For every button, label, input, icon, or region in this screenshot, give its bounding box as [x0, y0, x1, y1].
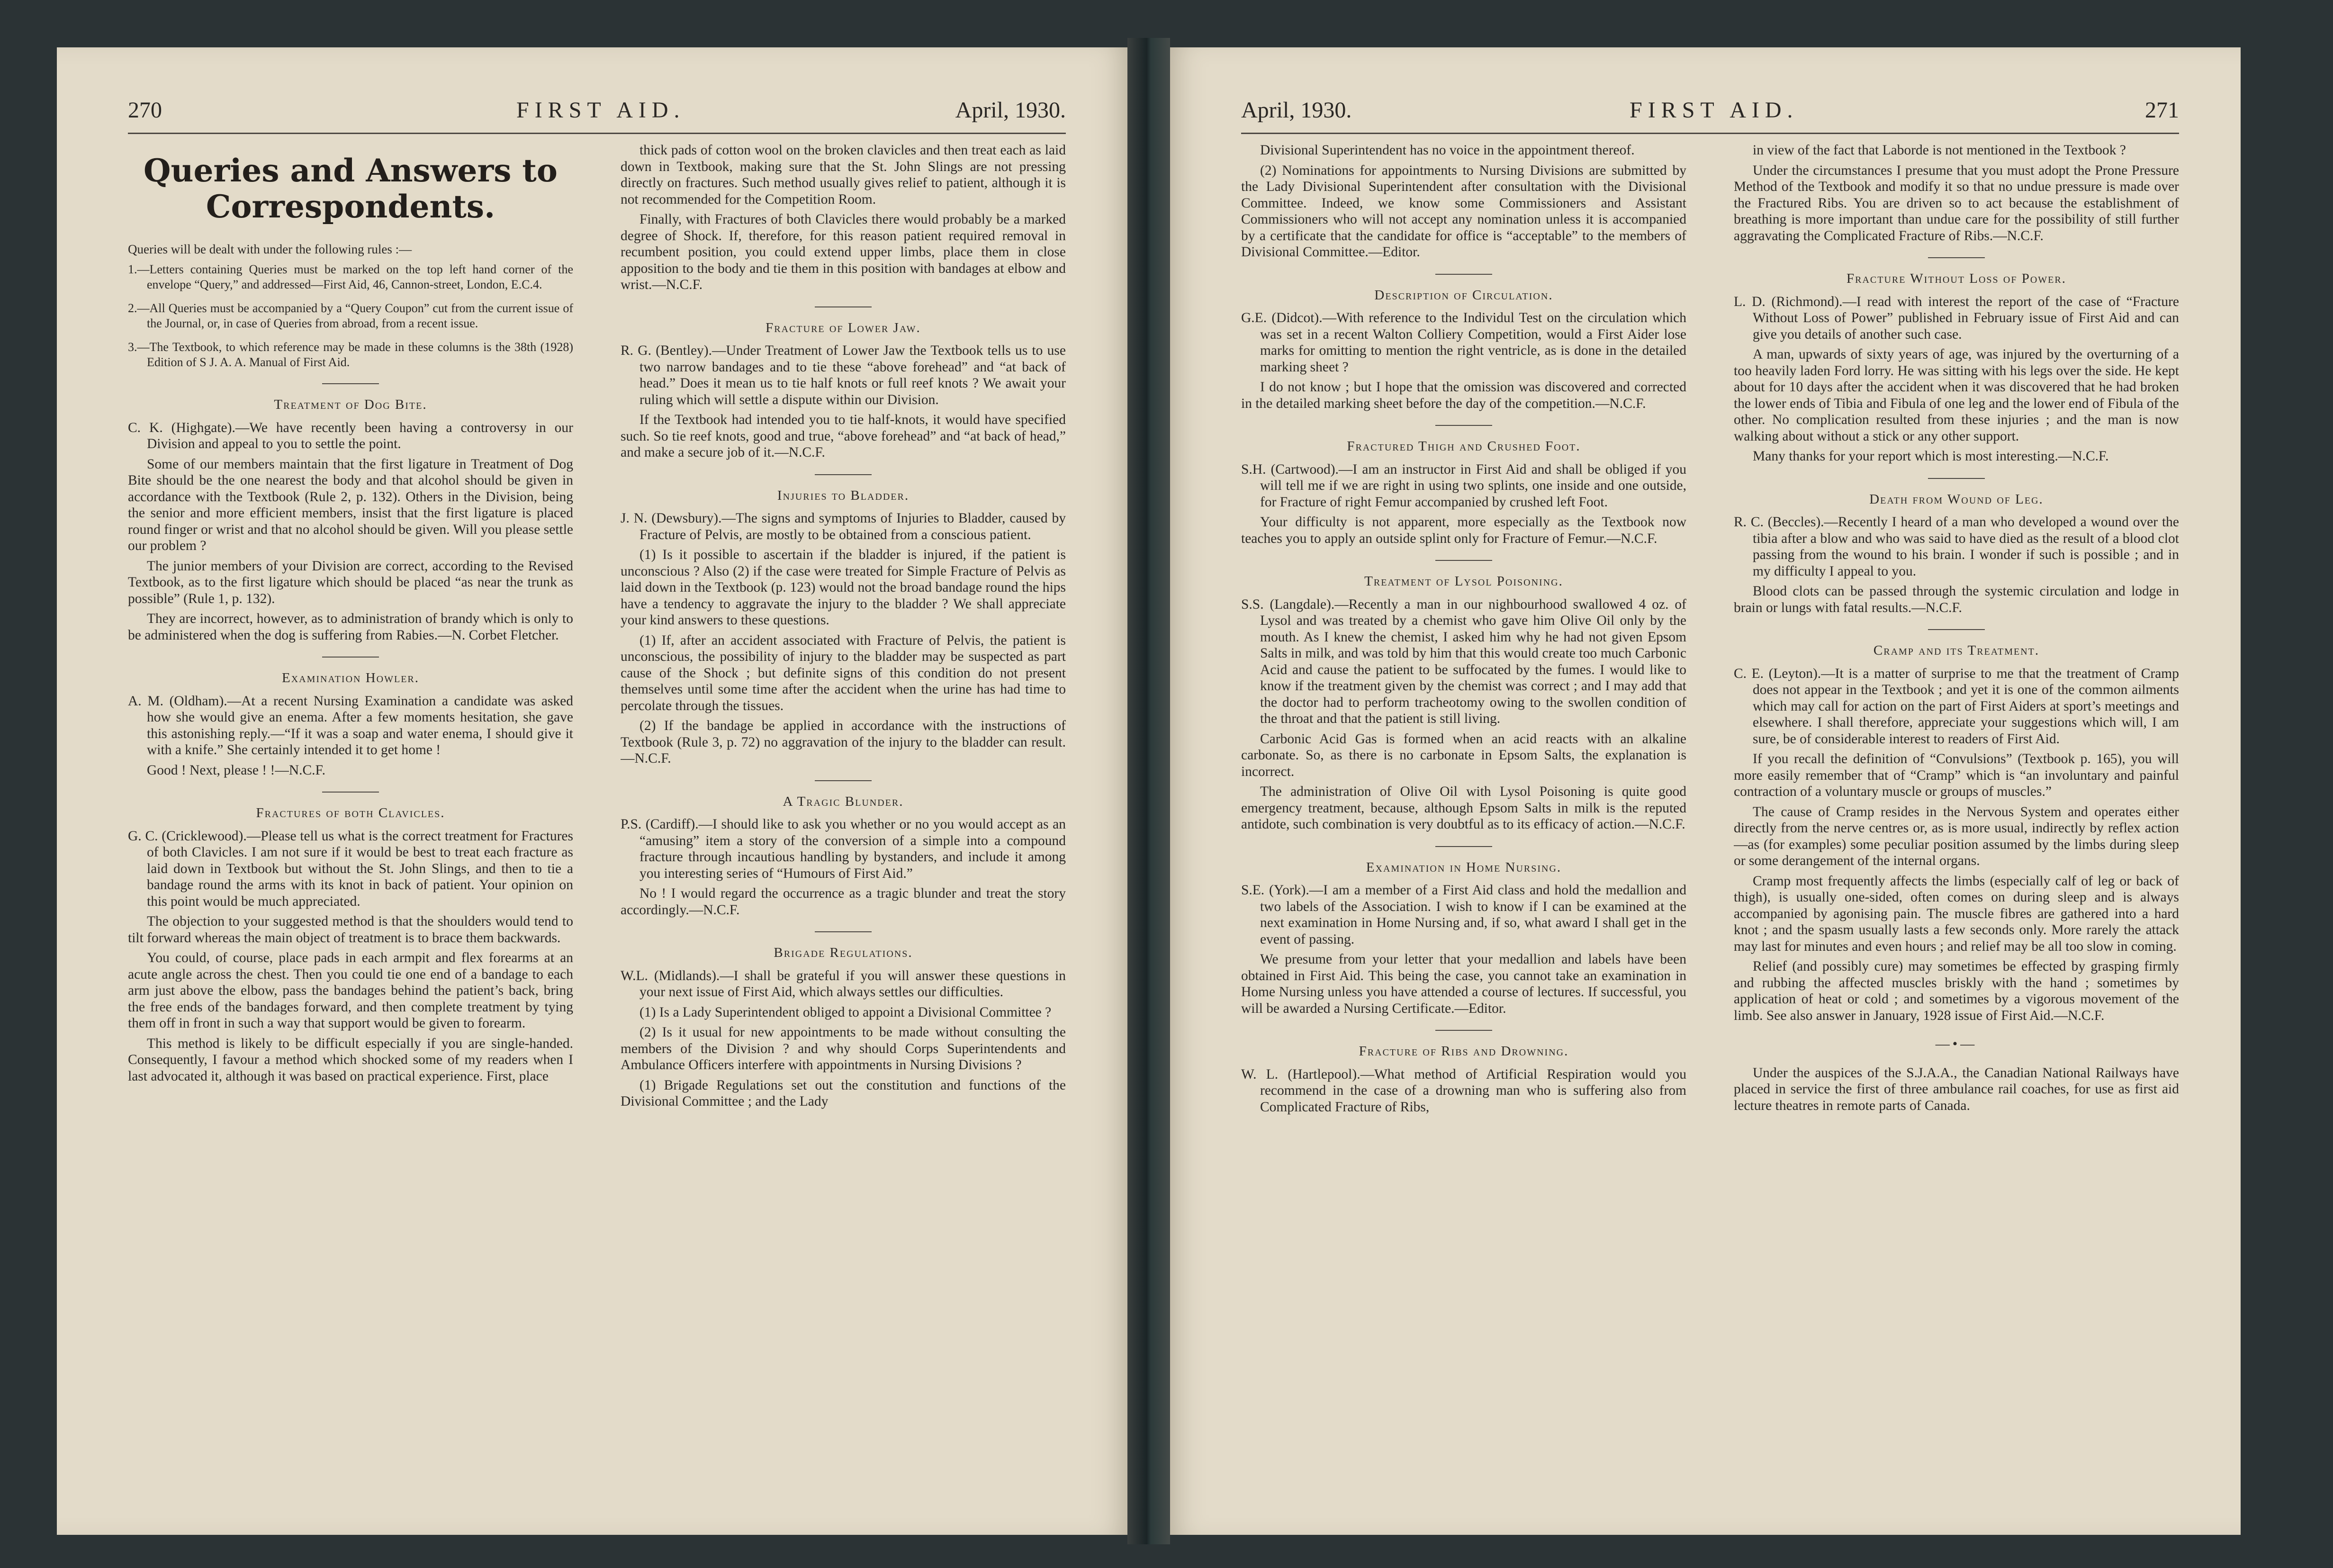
query-paragraph: A. M. (Oldham).—At a recent Nursing Examination a candidate was asked how she would give an enema. After a few moments hesitation, she gave this astonishing reply.—“If it was a soap and water enema, I should give it with a knife.” She certainly intended it to get home ! [128, 693, 573, 757]
left-journal-title: FIRST AID. [516, 98, 685, 123]
answer-paragraph: You could, of course, place pads in each armpit and flex forearms at an acute angle across the chest. Then you could tie one end of a bandage to each arm just above the elbow, pass the bandages behind the patient’s back, bring the free ends of the bandages forward, and then complete treatment by tying them off in front in such a way that support would be given to forearm. [128, 950, 573, 1031]
answer-paragraph: Blood clots can be passed through the systemic circulation and lodge in brain or lungs with fatal results.—N.C.F. [1734, 584, 2179, 615]
section-heading: Fracture of Lower Jaw. [766, 320, 921, 335]
answer-paragraph: The junior members of your Division are correct, according to the Revised Textbook, as to the first ligature which should be placed “as near the trunk as possible” (Rule 1, p. 132). [128, 558, 573, 606]
query-paragraph: J. N. (Dewsbury).—The signs and symptoms of Injuries to Bladder, caused by Fracture of Pelvis, are mostly to be obtained from a conscious patient. [621, 511, 1066, 542]
query-paragraph: S.H. (Cartwood).—I am an instructor in First Aid and shall be obliged if you will tell me if we are right in using two splints, one inside and one outside, for Fracture of right Femur accompanied by crushed left Foot. [1241, 461, 1686, 510]
rule-item: 2.—All Queries must be accompanied by a “Query Coupon” cut from the current issue of the Journal, or, in case of Queries from abroad, from a recent issue. [128, 301, 573, 330]
right-column-2 [1734, 142, 2179, 1511]
section-heading: Description of Circulation. [1374, 287, 1553, 303]
left-running-head [128, 97, 1066, 130]
section-divider [1435, 846, 1492, 847]
answer-paragraph: They are incorrect, however, as to administration of brandy which is only to be administered when the dog is suffering from Rabies.—N. Corbet Fletcher. [128, 611, 573, 643]
query-paragraph: G.E. (Didcot).—With reference to the Individul Test on the circulation which was set in a recent Walton Colliery Competition, would a First Aider lose marks for omitting to mention the right ventricle, as is done in the detailed marking sheet ? [1241, 310, 1686, 375]
answer-paragraph: Under the auspices of the S.J.A.A., the Canadian National Railways have placed in service the first of three ambulance rail coaches, for use as first aid lecture theatres in remote parts of Canada. [1734, 1065, 2179, 1113]
answer-paragraph: Some of our members maintain that the first ligature in Treatment of Dog Bite should be the one nearest the body and that alcohol should be given in accordance with the Textbook (Rule 2, p. 132). Others in the Division, being the senior and more efficient members, insist that the first ligature is placed round finger or wrist and that no alcohol should be given. Will you please settle our problem ? [128, 456, 573, 553]
right-header-rule [1241, 133, 2179, 134]
section-heading: Injuries to Bladder. [777, 487, 910, 503]
answer-paragraph: (1) Is a Lady Superintendent obliged to appoint a Divisional Committee ? [640, 1004, 1052, 1020]
section-divider [322, 792, 379, 793]
section-heading: Fracture Without Loss of Power. [1847, 271, 2066, 286]
answer-paragraph: We presume from your letter that your medallion and labels have been obtained in First Aid. This being the case, you cannot take an examination in Home Nursing unless you have attended a course of lectures. If successful, you will be awarded a Nursing Certificate.—Editor. [1241, 952, 1686, 1016]
right-page-number: 271 [2145, 98, 2179, 123]
answer-paragraph: Under the circumstances I presume that you must adopt the Prone Pressure Method of the Textbook and modify it so that no undue pressure is made over the Fractured Ribs. You are driven so to act because the establishment of breathing is more important than undue care for the possibility of still further aggravating the Complicated Fracture of Ribs.—N.C.F. [1734, 162, 2179, 243]
right-page [1170, 47, 2241, 1535]
query-paragraph: P.S. (Cardiff).—I should like to ask you whether or no you would accept as an “amusing” item a story of the conversion of a simple into a compound fracture through incautious handling by bystanders, and include it among you interesting series of “Humours of First Aid.” [621, 817, 1066, 881]
answer-paragraph: If you recall the definition of “Convulsions” (Textbook p. 165), you will more easily remember that of “Cramp” which is “an involuntary and painful contraction of a voluntary muscle or groups of muscles.” [1734, 751, 2179, 799]
section-heading: Cramp and its Treatment. [1873, 643, 2040, 658]
left-issue-date: April, 1930. [955, 98, 1066, 123]
section-divider [815, 780, 872, 781]
query-paragraph: S.E. (York).—I am a member of a First Aid class and hold the medallion and two labels of the Association. I wish to know if I can be examined at the next examination in Home Nursing and, if so, what award I shall get in the event of passing. [1241, 883, 1686, 947]
answer-paragraph: The administration of Olive Oil with Lysol Poisoning is quite good emergency treatment, because, although Epsom Salts in milk is the reputed antidote, such combination is very doubtful as to its efficacy of action.—N.C.F. [1241, 784, 1686, 832]
answer-paragraph: Divisional Superintendent has no voice in the appointment thereof. [1260, 143, 1635, 158]
section-divider [322, 657, 379, 658]
answer-paragraph: (1) Is it possible to ascertain if the bladder is injured, if the patient is unconscious ? Also (2) if the case were treated for Simple Fracture of Pelvis as laid down in the Textbook (p. 123) would not the broad bandage round the hips have a tendency to aggravate the injury to the bladder ? We shall appreciate your kind answers to these questions. [621, 547, 1066, 628]
book-gutter [1127, 38, 1170, 1544]
section-divider [1435, 274, 1492, 275]
left-header-rule [128, 133, 1066, 134]
answer-paragraph: (2) If the bandage be applied in accordance with the instructions of Textbook (Rule 3, p. 72) no aggravation of the injury to the bladder can result.—N.C.F. [621, 718, 1066, 766]
section-divider [815, 306, 872, 307]
left-page-number: 270 [128, 98, 162, 123]
answer-paragraph: (1) Brigade Regulations set out the constitution and functions of the Divisional Committee ; and the Lady [621, 1077, 1066, 1109]
query-paragraph: R. C. (Beccles).—Recently I heard of a man who developed a wound over the tibia after a blow and who was said to have died as the result of a blood clot passing from the wound to his brain. I wonder if such is possible ; and in my difficulty I appeal to you. [1734, 514, 2179, 579]
section-heading: Treatment of Dog Bite. [274, 397, 427, 412]
right-running-head [1241, 97, 2179, 130]
rule-item: 3.—The Textbook, to which reference may be made in these columns is the 38th (1928) Edition of S J. A. A. Manual of First Aid. [128, 340, 573, 369]
ornament-divider: —•— [1935, 1036, 1978, 1052]
answer-paragraph: A man, upwards of sixty years of age, was injured by the overturning of a too heavily laden Ford lorry. He was sitting with his legs over the side. He kept about for 10 days after the accident when it was discovered that he had broken the lower ends of Tibia and Fibula of one leg and the lower end of Fibula of the other. No complication resulted from these injuries ; and the man is now walking about without a stick or any other support. [1734, 347, 2179, 444]
left-page [57, 47, 1127, 1535]
query-paragraph: L. D. (Richmond).—I read with interest the report of the case of “Fracture Without Loss of Power” published in February issue of First Aid and can give you details of another such case. [1734, 294, 2179, 342]
section-divider [815, 474, 872, 475]
left-col1-articles [128, 383, 573, 1084]
left-column-2 [621, 142, 1066, 1511]
answer-paragraph: The cause of Cramp resides in the Nervous System and operates either directly from the nerve centres or, as is more usual, indirectly by reflex action—as (for examples) some peculiar position assumed by the limbs during sleep or some derangement of the internal organs. [1734, 804, 2179, 868]
section-heading: Treatment of Lysol Poisoning. [1364, 574, 1563, 589]
query-paragraph: W. L. (Hartlepool).—What method of Artificial Respiration would you recommend in the case of a drowning man who is suffering also from Complicated Fracture of Ribs, [1241, 1066, 1686, 1115]
section-heading: Examination in Home Nursing. [1366, 859, 1562, 875]
page-title: Queries and Answers to Correspondents. [144, 152, 558, 225]
answer-paragraph: If the Textbook had intended you to tie half-knots, it would have specified such. So tie reef knots, good and true, “above forehead” and “at back of head,” and make a secure job of it.—N.C.F. [621, 412, 1066, 460]
answer-paragraph: (2) Is it usual for new appointments to be made without consulting the members of the Division ? and why should Corps Superintendents and Ambulance Officers interfere with appointments in Nursing Divisions ? [621, 1025, 1066, 1072]
section-heading: Fractures of both Clavicles. [256, 805, 445, 820]
section-divider [815, 931, 872, 932]
query-paragraph: R. G. (Bentley).—Under Treatment of Lower Jaw the Textbook tells us to use two narrow bandages and to tie these “above forehead” and “at back of head.” Does it mean us to tie half knots or full reef knots ? We await your ruling which will settle a dispute within our Division. [621, 343, 1066, 407]
right-issue-date: April, 1930. [1241, 98, 1352, 123]
answer-paragraph: Cramp most frequently affects the limbs (especially calf of leg or back of thigh), is usually one-sided, often comes on during sleep and is always accompanied by agonising pain. The muscle fibres are gathered into a hard knot ; and the spasm usually lasts a few seconds only. More rarely the attack may last for minutes and even hours ; and relief may be all too slow in coming. [1734, 873, 2179, 954]
answer-paragraph: The objection to your suggested method is that the shoulders would tend to tilt forward whereas the main object of treatment is to brace them backwards. [128, 914, 573, 946]
answer-paragraph: Good ! Next, please ! !—N.C.F. [147, 762, 325, 778]
section-heading: Fracture of Ribs and Drowning. [1359, 1044, 1569, 1059]
rules-list [128, 262, 573, 370]
section-divider [1928, 478, 1985, 479]
section-divider [1928, 257, 1985, 258]
section-divider [1435, 425, 1492, 426]
query-paragraph: G. C. (Cricklewood).—Please tell us what is the correct treatment for Fractures of both Clavicles. I am not sure if it would be best to treat each fracture as laid down in Textbook but without the St. John Slings, and then to tie a bandage round the arms with its knot in back of patient. Your opinion on this point would be much appreciated. [128, 828, 573, 909]
section-heading: Examination Howler. [281, 670, 419, 685]
answer-paragraph: Relief (and possibly cure) may sometimes be effected by grasping firmly and rubbing the affected muscles briskly with the hand ; sometimes by application of heat or cold ; and sometimes by a vigorous movement of the limb. See also answer in January, 1928 issue of First Aid.—N.C.F. [1734, 959, 2179, 1023]
section-heading: Death from Wound of Leg. [1869, 491, 2044, 507]
answer-paragraph: This method is likely to be difficult especially if you are single-handed. Consequently, I favour a method which shocked some of my readers when I last advocated it, although it was based on practical experience. First, place [128, 1036, 573, 1084]
answer-paragraph: No ! I would regard the occurrence as a tragic blunder and treat the story accordingly.—N.C.F. [621, 886, 1066, 918]
rule-item: 1.—Letters containing Queries must be marked on the top left hand corner of the envelope “Query,” and addressed—First Aid, 46, Cannon-street, London, E.C.4. [128, 262, 573, 291]
section-divider [1435, 1030, 1492, 1031]
answer-paragraph: (1) If, after an accident associated with Fracture of Pelvis, the patient is unconscious, the possibility of injury to the bladder may be suspected as part cause of the Shock ; but definite signs of this condition do not present themselves until some time after the accident when the urine has had time to percolate through the tissues. [621, 632, 1066, 713]
query-paragraph: C. K. (Highgate).—We have recently been having a controversy in our Division and appeal to you to settle the point. [128, 420, 573, 451]
left-column-1 [128, 142, 573, 1511]
answer-paragraph: Many thanks for your report which is most interesting.—N.C.F. [1753, 449, 2109, 464]
answer-paragraph: (2) Nominations for appointments to Nursing Divisions are submitted by the Lady Divisional Superintendent after consultation with the Divisional Committee. Indeed, we know some Commissioners and Assistant Commissioners who will not accept any nomination unless it is accompanied by a certificate that the candidate for office is “acceptable” to the members of Divisional Committee.—Editor. [1241, 162, 1686, 260]
answer-paragraph: in view of the fact that Laborde is not mentioned in the Textbook ? [1753, 143, 2126, 158]
answer-paragraph: Your difficulty is not apparent, more especially as the Textbook now teaches you to apply an outside splint only for Fracture of Femur.—N.C.F. [1241, 514, 1686, 546]
query-paragraph: C. E. (Leyton).—It is a matter of surprise to me that the treatment of Cramp does not appear in the Textbook ; and yet it is one of the common ailments which may call for action on the part of First Aiders at sport’s meetings and elsewhere. I shall therefore, appreciate your suggestions which will, I am sure, be of considerable interest to readers of First Aid. [1734, 666, 2179, 747]
right-column-1 [1241, 142, 1686, 1511]
section-divider [1928, 629, 1985, 630]
answer-paragraph: Finally, with Fractures of both Clavicles there would probably be a marked degree of Shock. If, therefore, for this reason patient required removal in recumbent position, you could extend upper limbs, place them in close apposition to the body and tie them in this position with bandages at elbow and wrist.—N.C.F. [621, 212, 1066, 292]
section-heading: A Tragic Blunder. [783, 793, 904, 809]
section-heading: Fractured Thigh and Crushed Foot. [1347, 439, 1581, 454]
section-divider [322, 383, 379, 384]
query-paragraph: W.L. (Midlands).—I shall be grateful if you will answer these questions in your next issue of First Aid, which always settles our difficulties. [621, 968, 1066, 1000]
answer-paragraph: I do not know ; but I hope that the omission was discovered and corrected in the detailed marking sheet before the day of the competition.—N.C.F. [1241, 379, 1686, 411]
rules-intro: Queries will be dealt with under the following rules :— [128, 242, 412, 256]
right-journal-title: FIRST AID. [1630, 98, 1799, 123]
section-heading: Brigade Regulations. [774, 945, 913, 960]
section-divider [1435, 560, 1492, 561]
answer-paragraph: Carbonic Acid Gas is formed when an acid reacts with an alkaline carbonate. So, as there is no carbonate in Epsom Salts, the explanation is incorrect. [1241, 731, 1686, 779]
answer-paragraph: thick pads of cotton wool on the broken clavicles and then treat each as laid down in Textbook, making sure that the St. John Slings are not pressing directly on fractures. Such method usually gives relief to patient, although it is not recommended for the Competition Room. [621, 143, 1066, 207]
query-paragraph: S.S. (Langdale).—Recently a man in our nighbourhood swallowed 4 oz. of Lysol and was treated by a chemist who gave him Olive Oil only by the mouth. As I knew the chemist, I asked him why he had not given Epsom Salts in milk, and was told by him that this would create too much Carbonic Acid and cause the patient to be suffocated by the fumes. I would like to know if the treatment given by the chemist was correct ; and I may add that the doctor had to perform tracheotomy owing to the swollen condition of the throat and that the patient is still living. [1241, 596, 1686, 726]
